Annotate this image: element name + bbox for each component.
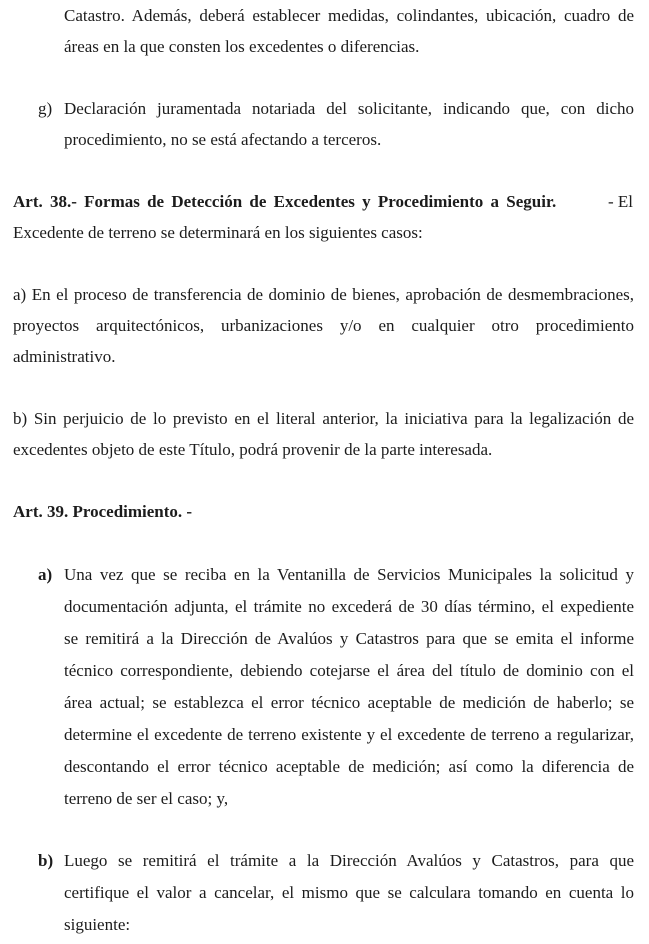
art39-a-line-6: determine el excedente de terreno existente y el excedente de terreno a regularizar, [64, 725, 634, 744]
art39-a-marker: a) [38, 565, 53, 584]
art39-heading: Art. 39. Procedimiento. - [13, 502, 193, 521]
art39-a-line-3: se remitirá a la Dirección de Avalúos y Catastros para que se emita el informe [64, 629, 634, 648]
art39-a-line-7: descontando el error técnico aceptable de medición; así como la diferencia de [64, 757, 634, 776]
art38-line-2: Excedente de terreno se determinará en los siguientes casos: [13, 223, 423, 242]
art39-a-line-1: Una vez que se reciba en la Ventanilla de Servicios Municipales la solicitud y [64, 565, 634, 584]
art39-b-marker: b) [38, 851, 54, 870]
art38-heading-tail: - El [607, 192, 633, 211]
art38-a-line-3: administrativo. [13, 347, 116, 366]
item-g-line-2: procedimiento, no se está afectando a terceros. [64, 130, 382, 149]
item-g-line-1: Declaración juramentada notariada del solicitante, indicando que, con dicho [64, 99, 634, 118]
item-g-marker: g) [38, 99, 53, 118]
item-f-line-2: áreas en la que consten los excedentes o diferencias. [64, 37, 420, 56]
art38-a-line-2: proyectos arquitectónicos, urbanizaciones y/o en cualquier otro procedimiento [13, 316, 634, 335]
art38-a-line-1: a) En el proceso de transferencia de dominio de bienes, aprobación de desmembraciones, [13, 285, 634, 304]
art39-a-line-8: terreno de ser el caso; y, [64, 789, 229, 808]
art39-b-line-2: certifique el valor a cancelar, el mismo que se calculara tomando en cuenta lo [64, 883, 634, 902]
art39-b-line-1: Luego se remitirá el trámite a la Dirección Avalúos y Catastros, para que [64, 851, 634, 870]
art38-b-line-1: b) Sin perjuicio de lo previsto en el literal anterior, la iniciativa para la legalización de [13, 409, 634, 428]
art39-a-line-4: técnico correspondiente, debiendo cotejarse el área del título de dominio con el [64, 661, 634, 680]
art38-b-line-2: excedentes objeto de este Título, podrá provenir de la parte interesada. [13, 440, 493, 459]
art39-b-line-3: siguiente: [64, 915, 131, 934]
item-f-line-1: Catastro. Además, deberá establecer medidas, colindantes, ubicación, cuadro de [64, 6, 634, 25]
art39-a-line-2: documentación adjunta, el trámite no excederá de 30 días término, el expediente [64, 597, 634, 616]
art38-heading-row [13, 192, 633, 212]
art38-heading: Art. 38.- Formas de Detección de Excedentes y Procedimiento a Seguir. [13, 192, 557, 211]
art39-a-line-5: área actual; se establezca el error técnico aceptable de medición de haberlo; se [64, 693, 634, 712]
